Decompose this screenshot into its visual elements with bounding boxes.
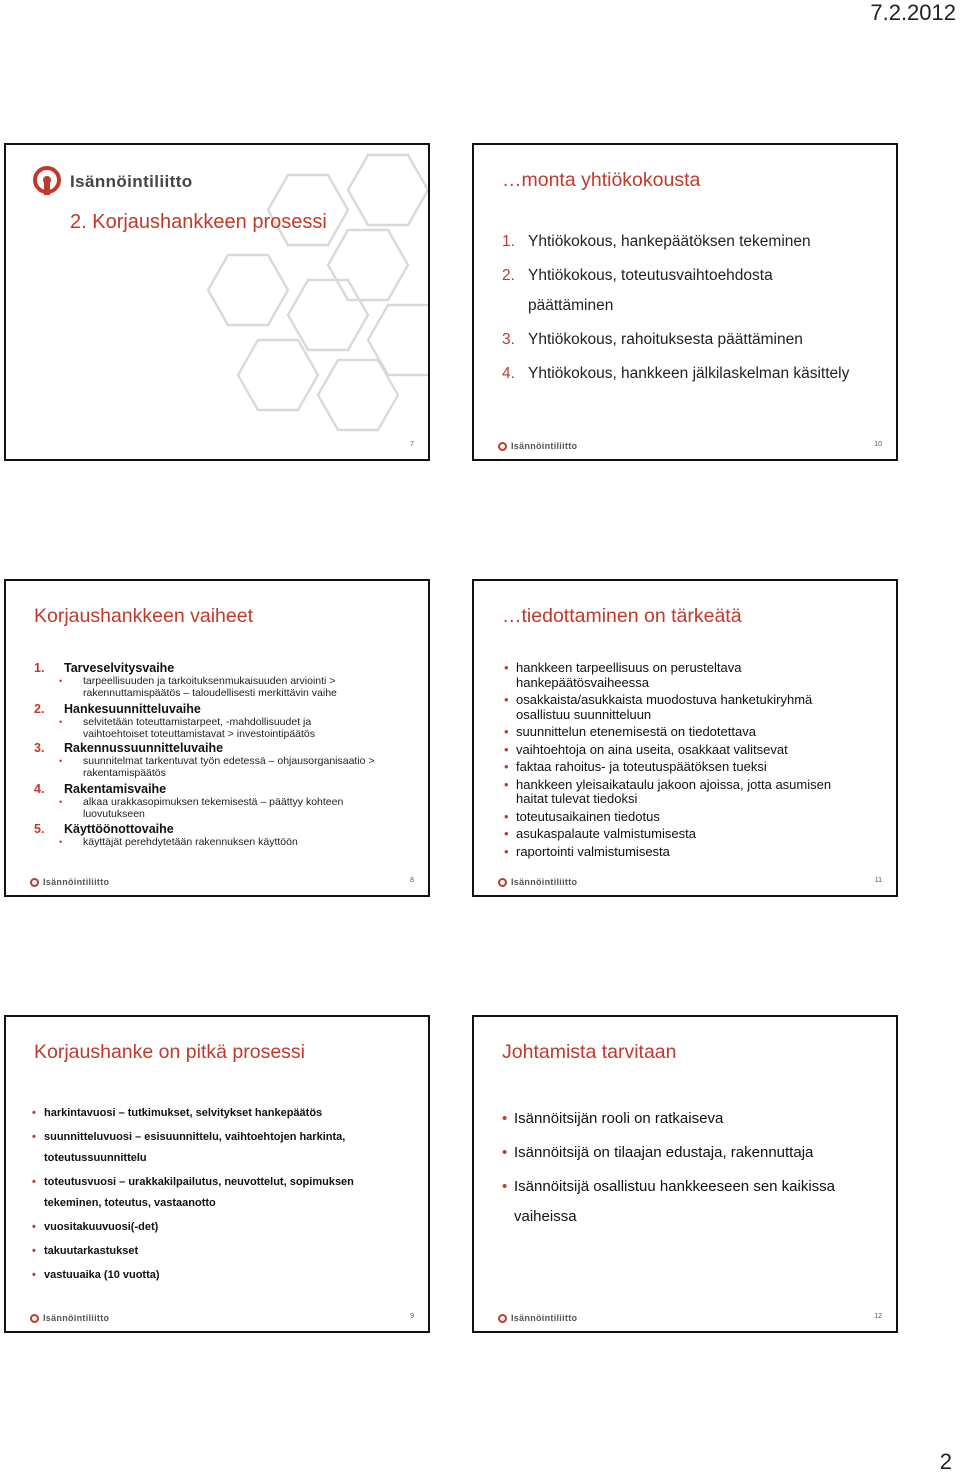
logo-ring-icon bbox=[30, 878, 39, 887]
list-item: • Isännöitsijä on tilaajan edustaja, rakennuttaja bbox=[502, 1138, 835, 1168]
footer-logo: Isännöintiliitto bbox=[498, 875, 577, 889]
list-item: • hankkeen yleisaikataulu jakoon ajoissa, jotta asumisen haitat tulevat tiedoksi bbox=[504, 778, 831, 807]
brand-logo-text: Isännöintiliitto bbox=[70, 172, 193, 191]
list-item: • hankkeen tarpeellisuus on perusteltava hankepäätösvaiheessa bbox=[504, 661, 831, 690]
slide-number: 12 bbox=[874, 1313, 882, 1320]
footer-logo: Isännöintiliitto bbox=[498, 439, 577, 453]
list-item: • faktaa rahoitus- ja toteutuspäätöksen tueksi bbox=[504, 760, 831, 775]
list-item: • Isännöitsijä osallistuu hankkeeseen sen kaikissa vaiheissa bbox=[502, 1172, 835, 1232]
timeline-list bbox=[32, 1103, 354, 1289]
logo-ring-icon bbox=[498, 1314, 507, 1323]
footer-logo: Isännöintiliitto bbox=[498, 1311, 577, 1325]
info-list bbox=[504, 661, 831, 862]
list-item: • suunnittelun etenemisestä on tiedotettava bbox=[504, 725, 831, 740]
phase-description: • käyttäjät perehdytetään rakennuksen käyttöön bbox=[34, 836, 298, 848]
phase-1: 1. Tarveselvitysvaihe • tarpeellisuuden ja tarkoituksenmukaisuuden arviointi > rakennuttamispäätös – taloudellisesti merkittävin vaihe bbox=[34, 661, 337, 699]
logo-ring-icon bbox=[498, 442, 507, 451]
list-item: 4. Yhtiökokous, hankkeen jälkilaskelman käsittely bbox=[502, 365, 850, 382]
list-item: • raportointi valmistumisesta bbox=[504, 845, 831, 860]
slide-12 bbox=[472, 1015, 898, 1333]
footer-logo: Isännöintiliitto bbox=[30, 1311, 109, 1325]
phase-description: • selvitetään toteuttamistarpeet, -mahdollisuudet ja vaihtoehtoiset toteuttamistavat > investointipäätös bbox=[34, 716, 315, 740]
slide-footer bbox=[6, 1307, 428, 1331]
slide-9 bbox=[4, 1015, 430, 1333]
list-item: • vaihtoehtoja on aina useita, osakkaat valitsevat bbox=[504, 743, 831, 758]
slide-title: Korjaushanke on pitkä prosessi bbox=[34, 1041, 305, 1063]
meeting-list bbox=[502, 233, 849, 399]
slide-footer bbox=[6, 435, 428, 459]
list-item: • toteutusaikainen tiedotus bbox=[504, 810, 831, 825]
hexagon-pattern bbox=[198, 145, 428, 445]
phase-2: 2. Hankesuunnitteluvaihe • selvitetään toteuttamistarpeet, -mahdollisuudet ja vaihtoehtoiset toteuttamistavat > investointipäätös bbox=[34, 702, 315, 740]
list-item: • suunnitteluvuosi – esisuunnittelu, vaihtoehtojen harkinta, toteutussuunnittelu bbox=[32, 1127, 354, 1169]
list-item: • harkintavuosi – tutkimukset, selvitykset hankepäätös bbox=[32, 1103, 354, 1124]
slide-8 bbox=[4, 579, 430, 897]
slide-title: Korjaushankkeen vaiheet bbox=[34, 605, 253, 627]
footer-logo: Isännöintiliitto bbox=[30, 875, 109, 889]
slide-footer bbox=[474, 435, 896, 459]
list-item: • asukaspalaute valmistumisesta bbox=[504, 827, 831, 842]
list-item: 2. Yhtiökokous, toteutusvaihtoehdosta bbox=[502, 267, 773, 284]
leadership-list bbox=[502, 1104, 835, 1236]
list-item: • vuositakuuvuosi(-det) bbox=[32, 1217, 354, 1238]
list-item: päättäminen bbox=[528, 297, 614, 314]
page-date: 7.2.2012 bbox=[870, 0, 956, 25]
phase-3: 3. Rakennussuunnitteluvaihe • suunnitelmat tarkentuvat työn edetessä – ohjausorganisaatio > rakentamispäätös bbox=[34, 741, 375, 779]
logo-ring-icon bbox=[498, 878, 507, 887]
phase-5: 5. Käyttöönottovaihe • käyttäjät perehdytetään rakennuksen käyttöön bbox=[34, 822, 298, 848]
phase-description: • alkaa urakkasopimuksen tekemisestä – päättyy kohteen luovutukseen bbox=[34, 796, 343, 820]
page-number: 2 bbox=[939, 1449, 952, 1474]
logo-ring-icon bbox=[30, 1314, 39, 1323]
brand-logo bbox=[30, 165, 193, 199]
list-item: • takuutarkastukset bbox=[32, 1241, 354, 1262]
list-item: • toteutusvuosi – urakkakilpailutus, neuvottelut, sopimuksen tekeminen, toteutus, vastaanotto bbox=[32, 1172, 354, 1214]
slide-number: 9 bbox=[410, 1313, 414, 1320]
slide-title: …monta yhtiökokousta bbox=[502, 169, 701, 191]
list-item: • vastuuaika (10 vuotta) bbox=[32, 1265, 354, 1286]
slide-11 bbox=[472, 579, 898, 897]
list-item: 3. Yhtiökokous, rahoituksesta päättäminen bbox=[502, 331, 803, 348]
phase-4: 4. Rakentamisvaihe • alkaa urakkasopimuksen tekemisestä – päättyy kohteen luovutukseen bbox=[34, 782, 343, 820]
slide-number: 7 bbox=[410, 441, 414, 448]
slide-7 bbox=[4, 143, 430, 461]
slide-footer bbox=[6, 871, 428, 895]
slide-10 bbox=[472, 143, 898, 461]
slide-title: 2. Korjaushankkeen prosessi bbox=[70, 211, 327, 233]
slide-title: Johtamista tarvitaan bbox=[502, 1041, 677, 1063]
slide-number: 8 bbox=[410, 877, 414, 884]
phase-description: • tarpeellisuuden ja tarkoituksenmukaisuuden arviointi > rakennuttamispäätös – taloudellisesti merkittävin vaihe bbox=[34, 675, 337, 699]
slide-number: 11 bbox=[874, 877, 882, 884]
slide-title: …tiedottaminen on tärkeätä bbox=[502, 605, 742, 627]
phase-description: • suunnitelmat tarkentuvat työn edetessä – ohjausorganisaatio > rakentamispäätös bbox=[34, 755, 375, 779]
list-item: 1. Yhtiökokous, hankepäätöksen tekeminen bbox=[502, 233, 811, 250]
brand-logo-icon bbox=[30, 165, 64, 199]
slide-footer bbox=[474, 871, 896, 895]
slide-footer bbox=[474, 1307, 896, 1331]
slide-number: 10 bbox=[874, 441, 882, 448]
list-item: • osakkaista/asukkaista muodostuva hanketukiryhmä osallistuu suunnitteluun bbox=[504, 693, 831, 722]
list-item: • Isännöitsijän rooli on ratkaiseva bbox=[502, 1104, 835, 1134]
